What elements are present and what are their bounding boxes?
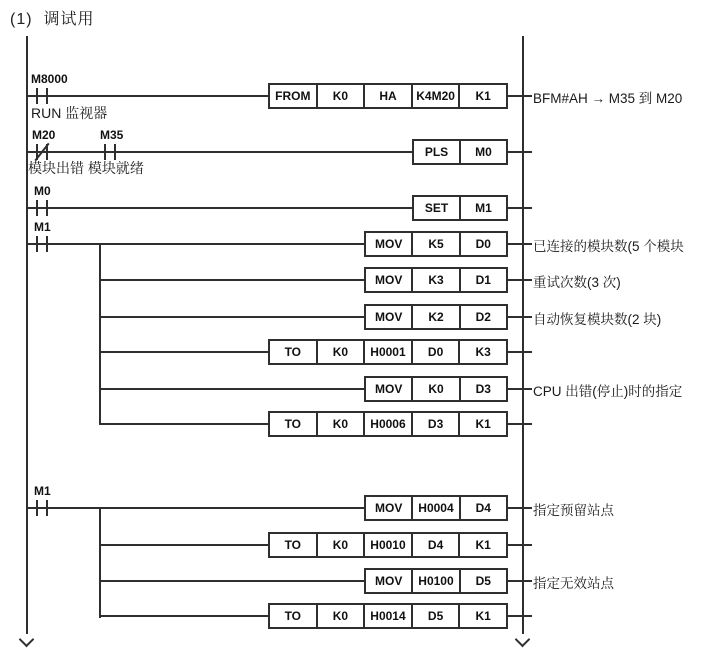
instruction-box-pls — [412, 139, 508, 165]
wire — [508, 151, 532, 153]
wire — [508, 351, 532, 353]
wire — [100, 580, 364, 582]
instruction-cell: H0006 — [365, 413, 413, 435]
instruction-cell: K0 — [318, 413, 366, 435]
instruction-cell: D2 — [475, 310, 491, 324]
wire — [100, 388, 364, 390]
rung-comment: 自动恢复模块数(2 块) — [533, 312, 662, 327]
wire — [100, 423, 268, 425]
instruction-box-mov — [364, 495, 508, 521]
wire — [508, 507, 532, 509]
wire — [26, 95, 268, 97]
instruction-box-mov — [364, 376, 508, 402]
instruction-cell: MOV — [366, 269, 413, 291]
instruction-cell: MOV — [366, 378, 413, 400]
contact-no-m8000 — [36, 88, 48, 104]
contact-label: M35 — [100, 128, 124, 142]
instruction-cell: K1 — [475, 538, 491, 552]
instruction-cell: FROM — [270, 85, 318, 107]
rung-comment: 重试次数(3 次) — [533, 275, 621, 290]
instruction-cell: D3 — [475, 382, 491, 396]
instruction-cell: TO — [270, 534, 318, 556]
instruction-cell: SET — [414, 197, 461, 219]
instruction-cell: H0001 — [365, 341, 413, 363]
wire — [508, 95, 532, 97]
instruction-box-to — [268, 411, 508, 437]
contact-no-m1 — [36, 500, 48, 516]
instruction-cell: MOV — [366, 570, 413, 592]
wire — [100, 351, 268, 353]
wire — [26, 507, 364, 509]
instruction-box-to — [268, 532, 508, 558]
contact-label: M1 — [34, 220, 51, 234]
instruction-cell: K0 — [318, 605, 366, 627]
contact-label: M20 — [32, 128, 56, 142]
instruction-cell: MOV — [366, 306, 413, 328]
wire — [508, 243, 532, 245]
instruction-cell: M1 — [475, 201, 492, 215]
instruction-cell: K4M20 — [413, 85, 461, 107]
wire — [26, 243, 364, 245]
instruction-cell: TO — [270, 413, 318, 435]
rung-comment: 指定预留站点 — [533, 503, 614, 518]
instruction-cell: K1 — [475, 89, 491, 103]
instruction-cell: D0 — [475, 237, 491, 251]
wire — [26, 207, 412, 209]
contact-no-m1 — [36, 236, 48, 252]
instruction-cell: TO — [270, 341, 318, 363]
instruction-cell: H0004 — [413, 497, 460, 519]
wire — [508, 316, 532, 318]
instruction-box-from — [268, 83, 508, 109]
instruction-box-mov — [364, 304, 508, 330]
contact-no-m0 — [36, 200, 48, 216]
wire — [508, 207, 532, 209]
instruction-cell: HA — [365, 85, 413, 107]
right-rail-arrow-icon — [515, 632, 531, 648]
instruction-cell: K2 — [413, 306, 460, 328]
instruction-cell: PLS — [414, 141, 461, 163]
instruction-box-mov — [364, 267, 508, 293]
contact-label: M8000 — [31, 72, 68, 86]
left-power-rail — [26, 36, 28, 634]
wire — [100, 279, 364, 281]
rung-comment: 已连接的模块数(5 个模块 — [533, 239, 684, 254]
wire — [508, 388, 532, 390]
instruction-cell: D4 — [475, 501, 491, 515]
instruction-cell: D3 — [413, 413, 461, 435]
instruction-cell: H0100 — [413, 570, 460, 592]
wire — [508, 544, 532, 546]
wire — [100, 544, 268, 546]
instruction-cell: D0 — [413, 341, 461, 363]
wire — [508, 423, 532, 425]
instruction-cell: D5 — [475, 574, 491, 588]
instruction-cell: K0 — [318, 85, 366, 107]
instruction-cell: D1 — [475, 273, 491, 287]
branch-rail — [99, 507, 101, 618]
instruction-cell: D4 — [413, 534, 461, 556]
instruction-cell: H0010 — [365, 534, 413, 556]
wire — [100, 316, 364, 318]
wire — [508, 615, 532, 617]
contact-label: M1 — [34, 484, 51, 498]
instruction-cell: K5 — [413, 233, 460, 255]
contacts-comment: 模块出错 模块就绪 — [28, 160, 144, 176]
instruction-cell: M0 — [475, 145, 492, 159]
instruction-cell: TO — [270, 605, 318, 627]
instruction-box-set — [412, 195, 508, 221]
left-rail-arrow-icon — [19, 632, 35, 648]
instruction-cell: K0 — [318, 341, 366, 363]
instruction-box-to — [268, 339, 508, 365]
instruction-cell: MOV — [366, 497, 413, 519]
wire — [100, 615, 268, 617]
instruction-cell: K1 — [475, 609, 491, 623]
instruction-cell: K1 — [475, 417, 491, 431]
rung-comment: CPU 出错(停止)时的指定 — [533, 384, 683, 399]
instruction-cell: K0 — [413, 378, 460, 400]
instruction-cell: K3 — [413, 269, 460, 291]
wire — [508, 580, 532, 582]
contact-label: M0 — [34, 184, 51, 198]
instruction-box-to — [268, 603, 508, 629]
instruction-cell: MOV — [366, 233, 413, 255]
page-title: (1) 调试用 — [10, 11, 95, 28]
instruction-box-mov — [364, 568, 508, 594]
instruction-cell: K3 — [475, 345, 491, 359]
branch-rail — [99, 243, 101, 425]
contact-comment: RUN 监视器 — [31, 105, 108, 121]
instruction-box-mov — [364, 231, 508, 257]
rung-comment: 指定无效站点 — [533, 576, 614, 591]
instruction-cell: D5 — [413, 605, 461, 627]
rung-comment: BFM#AH → M35 到 M20 — [533, 91, 683, 106]
wire — [508, 279, 532, 281]
wire — [26, 151, 412, 153]
instruction-cell: K0 — [318, 534, 366, 556]
instruction-cell: H0014 — [365, 605, 413, 627]
